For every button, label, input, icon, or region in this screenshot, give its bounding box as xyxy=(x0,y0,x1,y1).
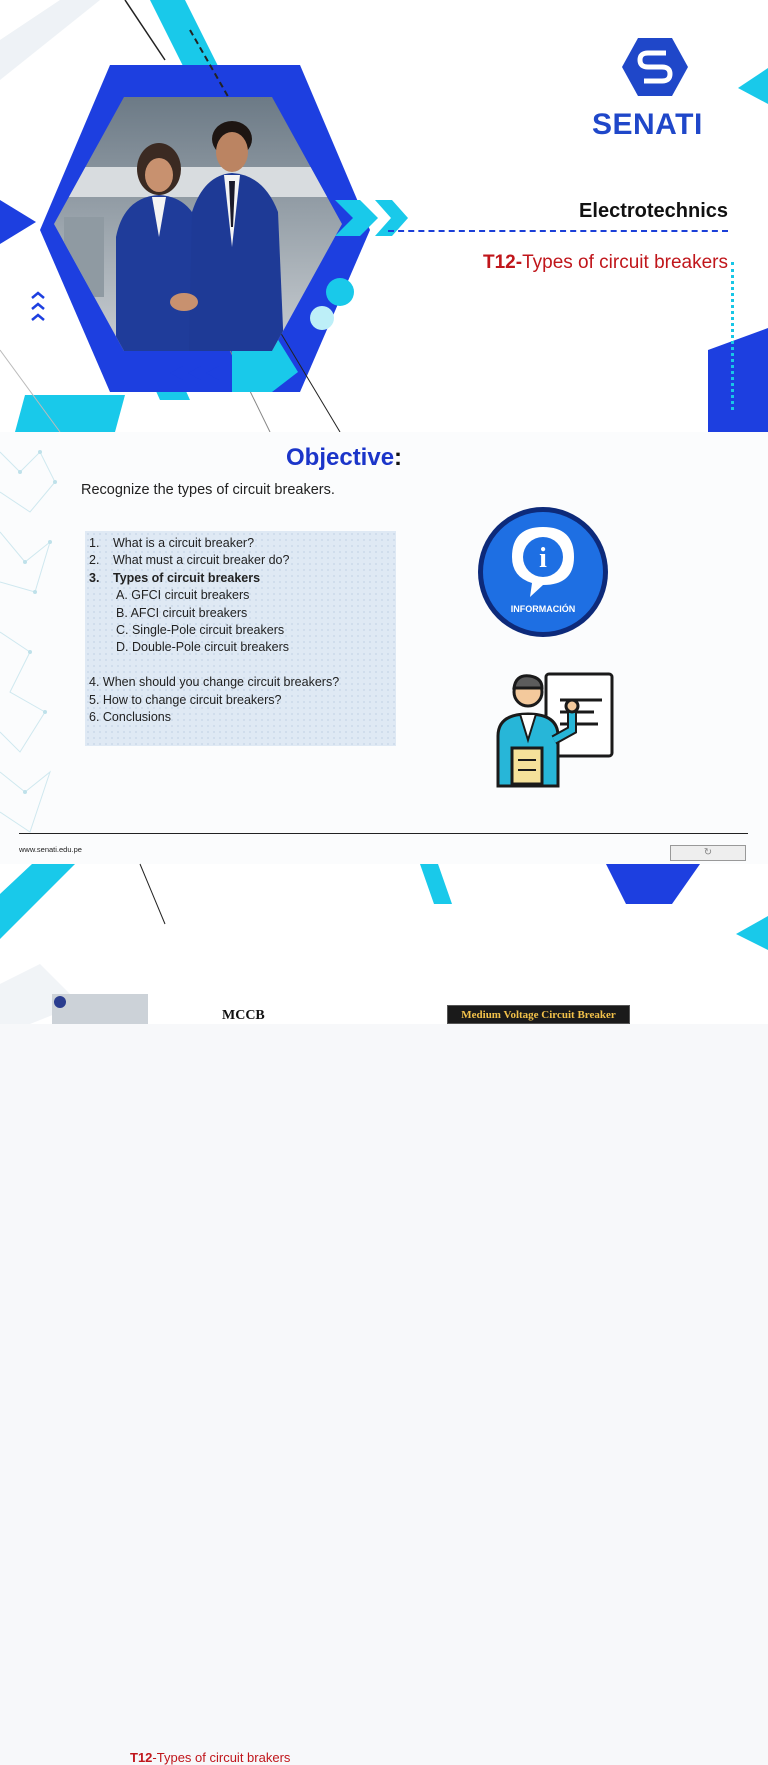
topic-code: T12- xyxy=(483,252,523,273)
objective-text: Recognize the types of circuit breakers. xyxy=(81,482,335,498)
list-item-number: 3. xyxy=(89,570,100,585)
list-item: 5. How to change circuit breakers? xyxy=(89,692,282,707)
topic-text: Types of circuit breakers xyxy=(522,252,728,273)
course-title: Electrotechnics xyxy=(579,200,728,222)
objective-heading xyxy=(286,444,402,472)
slide3-topic-code: T12 xyxy=(130,1750,153,1765)
title-slide xyxy=(0,0,768,432)
refresh-button[interactable] xyxy=(670,845,746,861)
info-badge-label: INFORMACIÓN xyxy=(510,604,576,614)
info-letter: i xyxy=(539,543,547,574)
list-item-number: 2. xyxy=(89,553,100,568)
divider-dashed xyxy=(388,230,728,232)
mccb-label: MCCB xyxy=(222,1008,265,1023)
network-pattern xyxy=(0,432,60,864)
logo-text: SENATI xyxy=(592,108,703,141)
divider-dotted xyxy=(731,262,734,410)
list-item xyxy=(89,552,396,569)
list-item-text: What is a circuit breaker? xyxy=(113,536,255,550)
students-photo xyxy=(54,97,342,351)
list-item xyxy=(89,570,396,587)
agenda-list xyxy=(85,531,396,746)
list-subitem: B. AFCI circuit breakers xyxy=(116,605,248,620)
objective-heading-colon: : xyxy=(394,444,403,471)
footer-divider xyxy=(19,833,748,834)
list-item-number: 1. xyxy=(89,536,100,550)
slide3-topic-text: -Types of circuit brakers xyxy=(152,1750,291,1765)
list-item: 6. Conclusions xyxy=(89,709,171,724)
topic-title xyxy=(483,252,728,274)
list-item xyxy=(89,535,396,552)
breaker-types-slide xyxy=(0,864,768,1765)
list-item-text: What must a circuit breaker do? xyxy=(113,553,290,568)
list-subitem: D. Double-Pole circuit breakers xyxy=(116,640,289,655)
slide3-topic-title xyxy=(130,1750,290,1765)
list-subitem: A. GFCI circuit breakers xyxy=(116,588,250,603)
website-link[interactable]: www.senati.edu.pe xyxy=(19,845,82,854)
medium-voltage-breaker-label: Medium Voltage Circuit Breaker xyxy=(447,1005,630,1024)
info-badge-icon xyxy=(476,505,610,639)
list-subitem: C. Single-Pole circuit breakers xyxy=(116,622,285,637)
refresh-icon: ↻ xyxy=(703,847,713,858)
objective-heading-text: Objective xyxy=(286,444,395,471)
teacher-presentation-icon xyxy=(494,670,614,790)
slide3-decoration xyxy=(0,864,768,1024)
senati-logo-icon xyxy=(622,38,688,96)
list-item-text: Types of circuit breakers xyxy=(113,570,261,585)
list-item: 4. When should you change circuit breakers? xyxy=(89,675,340,690)
